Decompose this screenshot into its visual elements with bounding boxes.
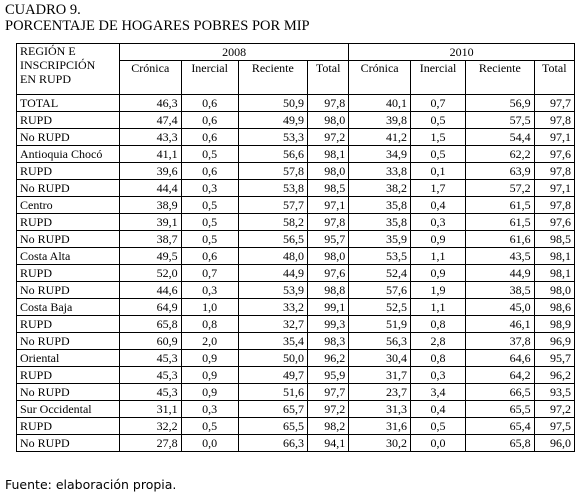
table-cell: 27,8 bbox=[119, 435, 181, 452]
table-cell: 39,6 bbox=[119, 163, 181, 180]
table-cell: 45,3 bbox=[119, 384, 181, 401]
col-header-total-2008: Total bbox=[308, 61, 349, 95]
table-cell: 0,3 bbox=[181, 282, 238, 299]
row-label: Centro bbox=[17, 197, 120, 214]
table-cell: 0,1 bbox=[411, 163, 466, 180]
table-cell: 56,3 bbox=[349, 333, 411, 350]
table-cell: 98,1 bbox=[534, 265, 574, 282]
table-cell: 97,8 bbox=[534, 163, 574, 180]
table-cell: 2,0 bbox=[181, 333, 238, 350]
table-cell: 0,9 bbox=[181, 384, 238, 401]
table-cell: 2,8 bbox=[411, 333, 466, 350]
year-header-2008: 2008 bbox=[119, 44, 348, 61]
table-cell: 45,3 bbox=[119, 367, 181, 384]
table-cell: 0,4 bbox=[411, 197, 466, 214]
table-cell: 31,1 bbox=[119, 401, 181, 418]
table-cell: 50,0 bbox=[238, 350, 307, 367]
table-cell: 96,9 bbox=[534, 333, 574, 350]
table-cell: 97,6 bbox=[308, 265, 349, 282]
row-label: No RUPD bbox=[17, 435, 120, 452]
table-cell: 97,1 bbox=[308, 197, 349, 214]
row-label: No RUPD bbox=[17, 282, 120, 299]
col-header-cronica-2008: Crónica bbox=[119, 61, 181, 95]
table-cell: 35,8 bbox=[349, 197, 411, 214]
table-cell: 0,0 bbox=[181, 435, 238, 452]
table-cell: 0,3 bbox=[181, 401, 238, 418]
table-cell: 97,6 bbox=[534, 146, 574, 163]
table-cell: 37,8 bbox=[466, 333, 535, 350]
table-cell: 98,0 bbox=[534, 282, 574, 299]
table-cell: 31,6 bbox=[349, 418, 411, 435]
table-cell: 0,5 bbox=[181, 418, 238, 435]
table-cell: 54,4 bbox=[466, 129, 535, 146]
table-cell: 0,8 bbox=[181, 316, 238, 333]
table-cell: 0,9 bbox=[181, 350, 238, 367]
table-cell: 98,2 bbox=[308, 418, 349, 435]
table-cell: 0,9 bbox=[411, 231, 466, 248]
table-cell: 98,0 bbox=[308, 163, 349, 180]
table-cell: 0,9 bbox=[411, 265, 466, 282]
table-cell: 0,3 bbox=[411, 367, 466, 384]
table-row bbox=[17, 418, 575, 435]
table-row bbox=[17, 95, 575, 112]
col-header-cronica-2010: Crónica bbox=[349, 61, 411, 95]
table-cell: 65,5 bbox=[238, 418, 307, 435]
table-row bbox=[17, 112, 575, 129]
table-cell: 52,0 bbox=[119, 265, 181, 282]
table-cell: 0,9 bbox=[181, 367, 238, 384]
row-label: TOTAL bbox=[17, 95, 120, 112]
table-cell: 98,5 bbox=[308, 180, 349, 197]
table-row bbox=[17, 197, 575, 214]
table-cell: 0,6 bbox=[181, 163, 238, 180]
table-cell: 0,7 bbox=[181, 265, 238, 282]
table-cell: 1,0 bbox=[181, 299, 238, 316]
table-cell: 97,1 bbox=[534, 180, 574, 197]
table-cell: 0,6 bbox=[181, 112, 238, 129]
table-caption-number: CUADRO 9. bbox=[5, 2, 81, 18]
row-label: Costa Alta bbox=[17, 248, 120, 265]
table-cell: 98,6 bbox=[534, 299, 574, 316]
table-cell: 44,9 bbox=[238, 265, 307, 282]
table-cell: 99,1 bbox=[308, 299, 349, 316]
row-label: RUPD bbox=[17, 316, 120, 333]
table-cell: 56,6 bbox=[238, 146, 307, 163]
table-cell: 51,6 bbox=[238, 384, 307, 401]
row-label: RUPD bbox=[17, 163, 120, 180]
table-cell: 60,9 bbox=[119, 333, 181, 350]
table-cell: 97,7 bbox=[308, 384, 349, 401]
table-cell: 0,8 bbox=[411, 316, 466, 333]
table-cell: 33,8 bbox=[349, 163, 411, 180]
table-row bbox=[17, 146, 575, 163]
table-cell: 97,2 bbox=[534, 401, 574, 418]
poverty-table bbox=[16, 43, 575, 452]
table-cell: 97,2 bbox=[308, 129, 349, 146]
row-label: Sur Occidental bbox=[17, 401, 120, 418]
table-cell: 44,6 bbox=[119, 282, 181, 299]
row-label: No RUPD bbox=[17, 333, 120, 350]
table-cell: 43,5 bbox=[466, 248, 535, 265]
table-cell: 39,8 bbox=[349, 112, 411, 129]
table-row bbox=[17, 180, 575, 197]
table-cell: 1,7 bbox=[411, 180, 466, 197]
table-row bbox=[17, 265, 575, 282]
region-header-line-1: REGIÓN E bbox=[20, 44, 76, 58]
row-label: No RUPD bbox=[17, 180, 120, 197]
table-row bbox=[17, 214, 575, 231]
table-row bbox=[17, 350, 575, 367]
table-row bbox=[17, 163, 575, 180]
table-cell: 97,1 bbox=[534, 129, 574, 146]
table-cell: 0,6 bbox=[181, 248, 238, 265]
table-cell: 66,5 bbox=[466, 384, 535, 401]
table-cell: 57,8 bbox=[238, 163, 307, 180]
table-row bbox=[17, 231, 575, 248]
row-label: RUPD bbox=[17, 418, 120, 435]
table-cell: 38,2 bbox=[349, 180, 411, 197]
table-cell: 52,4 bbox=[349, 265, 411, 282]
region-header-line-2: INSCRIPCIÓN bbox=[20, 58, 96, 72]
table-cell: 64,9 bbox=[119, 299, 181, 316]
header-row-years bbox=[17, 44, 575, 61]
table-cell: 57,6 bbox=[349, 282, 411, 299]
table-cell: 0,8 bbox=[411, 350, 466, 367]
table-cell: 63,9 bbox=[466, 163, 535, 180]
region-header-line-3: EN RUPD bbox=[20, 72, 72, 86]
col-header-total-2010: Total bbox=[534, 61, 574, 95]
row-label: RUPD bbox=[17, 265, 120, 282]
table-cell: 99,3 bbox=[308, 316, 349, 333]
table-cell: 0,3 bbox=[181, 180, 238, 197]
table-cell: 57,7 bbox=[238, 197, 307, 214]
table-cell: 64,6 bbox=[466, 350, 535, 367]
table-cell: 33,2 bbox=[238, 299, 307, 316]
table-cell: 96,0 bbox=[534, 435, 574, 452]
table-cell: 96,2 bbox=[308, 350, 349, 367]
table-cell: 97,5 bbox=[534, 418, 574, 435]
table-cell: 97,8 bbox=[308, 214, 349, 231]
table-cell: 95,9 bbox=[308, 367, 349, 384]
table-cell: 53,3 bbox=[238, 129, 307, 146]
col-header-reciente-2008: Reciente bbox=[238, 61, 307, 95]
table-cell: 0,5 bbox=[181, 231, 238, 248]
table-cell: 38,5 bbox=[466, 282, 535, 299]
table-cell: 94,1 bbox=[308, 435, 349, 452]
table-cell: 0,5 bbox=[411, 112, 466, 129]
table-cell: 61,6 bbox=[466, 231, 535, 248]
table-cell: 97,2 bbox=[308, 401, 349, 418]
table-cell: 30,2 bbox=[349, 435, 411, 452]
table-cell: 61,5 bbox=[466, 197, 535, 214]
table-cell: 39,1 bbox=[119, 214, 181, 231]
row-label: No RUPD bbox=[17, 231, 120, 248]
table-cell: 38,9 bbox=[119, 197, 181, 214]
table-cell: 1,1 bbox=[411, 299, 466, 316]
table-cell: 49,9 bbox=[238, 112, 307, 129]
table-cell: 40,1 bbox=[349, 95, 411, 112]
table-cell: 56,5 bbox=[238, 231, 307, 248]
row-label: Costa Baja bbox=[17, 299, 120, 316]
table-cell: 0,6 bbox=[181, 129, 238, 146]
table-cell: 44,4 bbox=[119, 180, 181, 197]
table-cell: 35,4 bbox=[238, 333, 307, 350]
table-row bbox=[17, 435, 575, 452]
table-cell: 98,0 bbox=[308, 112, 349, 129]
table-cell: 97,8 bbox=[534, 197, 574, 214]
table-cell: 0,0 bbox=[411, 435, 466, 452]
table-row bbox=[17, 401, 575, 418]
table-cell: 56,9 bbox=[466, 95, 535, 112]
row-label: RUPD bbox=[17, 214, 120, 231]
table-cell: 3,4 bbox=[411, 384, 466, 401]
table-row bbox=[17, 333, 575, 350]
year-header-2010: 2010 bbox=[349, 44, 575, 61]
table-cell: 44,9 bbox=[466, 265, 535, 282]
table-cell: 0,7 bbox=[411, 95, 466, 112]
table-cell: 58,2 bbox=[238, 214, 307, 231]
table-row bbox=[17, 316, 575, 333]
table-cell: 51,9 bbox=[349, 316, 411, 333]
table-cell: 98,9 bbox=[534, 316, 574, 333]
table-cell: 62,2 bbox=[466, 146, 535, 163]
table-cell: 65,8 bbox=[119, 316, 181, 333]
table-cell: 34,9 bbox=[349, 146, 411, 163]
row-label: No RUPD bbox=[17, 129, 120, 146]
table-cell: 49,5 bbox=[119, 248, 181, 265]
table-cell: 35,8 bbox=[349, 214, 411, 231]
table-row bbox=[17, 384, 575, 401]
col-header-inercial-2008: Inercial bbox=[181, 61, 238, 95]
table-cell: 64,2 bbox=[466, 367, 535, 384]
table-cell: 98,0 bbox=[308, 248, 349, 265]
table-cell: 65,4 bbox=[466, 418, 535, 435]
table-cell: 97,8 bbox=[534, 112, 574, 129]
table-caption-title: PORCENTAJE DE HOGARES POBRES POR MIP bbox=[5, 18, 310, 34]
source-note: Fuente: elaboración propia. bbox=[5, 477, 177, 492]
table-cell: 32,7 bbox=[238, 316, 307, 333]
table-cell: 53,9 bbox=[238, 282, 307, 299]
table-cell: 31,3 bbox=[349, 401, 411, 418]
table-cell: 98,5 bbox=[534, 231, 574, 248]
table-cell: 66,3 bbox=[238, 435, 307, 452]
row-label: RUPD bbox=[17, 112, 120, 129]
table-cell: 0,5 bbox=[181, 197, 238, 214]
table-cell: 1,1 bbox=[411, 248, 466, 265]
table-cell: 98,8 bbox=[308, 282, 349, 299]
table-cell: 31,7 bbox=[349, 367, 411, 384]
table-cell: 0,4 bbox=[411, 401, 466, 418]
table-cell: 0,6 bbox=[181, 95, 238, 112]
table-cell: 41,2 bbox=[349, 129, 411, 146]
table-row bbox=[17, 367, 575, 384]
table-cell: 48,0 bbox=[238, 248, 307, 265]
table-cell: 65,7 bbox=[238, 401, 307, 418]
table-cell: 1,9 bbox=[411, 282, 466, 299]
table-cell: 53,8 bbox=[238, 180, 307, 197]
table-row bbox=[17, 129, 575, 146]
table-cell: 53,5 bbox=[349, 248, 411, 265]
table-cell: 35,9 bbox=[349, 231, 411, 248]
row-label: Oriental bbox=[17, 350, 120, 367]
table-cell: 97,6 bbox=[534, 214, 574, 231]
region-header bbox=[17, 44, 120, 95]
col-header-inercial-2010: Inercial bbox=[411, 61, 466, 95]
table-cell: 43,3 bbox=[119, 129, 181, 146]
table-cell: 61,5 bbox=[466, 214, 535, 231]
row-label: Antioquia Chocó bbox=[17, 146, 120, 163]
table-cell: 0,5 bbox=[181, 146, 238, 163]
table-cell: 96,2 bbox=[534, 367, 574, 384]
table-row bbox=[17, 248, 575, 265]
table-cell: 30,4 bbox=[349, 350, 411, 367]
row-label: RUPD bbox=[17, 367, 120, 384]
table-cell: 97,8 bbox=[308, 95, 349, 112]
table-cell: 38,7 bbox=[119, 231, 181, 248]
table-cell: 98,1 bbox=[308, 146, 349, 163]
table-cell: 32,2 bbox=[119, 418, 181, 435]
table-cell: 57,5 bbox=[466, 112, 535, 129]
table-cell: 23,7 bbox=[349, 384, 411, 401]
table-cell: 46,1 bbox=[466, 316, 535, 333]
table-cell: 0,3 bbox=[411, 214, 466, 231]
table-cell: 0,5 bbox=[181, 214, 238, 231]
table-row bbox=[17, 282, 575, 299]
table-cell: 65,5 bbox=[466, 401, 535, 418]
row-label: No RUPD bbox=[17, 384, 120, 401]
table-cell: 41,1 bbox=[119, 146, 181, 163]
table-cell: 98,3 bbox=[308, 333, 349, 350]
table-cell: 65,8 bbox=[466, 435, 535, 452]
table-cell: 52,5 bbox=[349, 299, 411, 316]
table-row bbox=[17, 299, 575, 316]
table-cell: 46,3 bbox=[119, 95, 181, 112]
table-cell: 93,5 bbox=[534, 384, 574, 401]
table-cell: 1,5 bbox=[411, 129, 466, 146]
table-cell: 95,7 bbox=[534, 350, 574, 367]
table-cell: 97,7 bbox=[534, 95, 574, 112]
col-header-reciente-2010: Reciente bbox=[466, 61, 535, 95]
table-cell: 45,0 bbox=[466, 299, 535, 316]
table-cell: 95,7 bbox=[308, 231, 349, 248]
table-cell: 49,7 bbox=[238, 367, 307, 384]
table-cell: 57,2 bbox=[466, 180, 535, 197]
table-cell: 0,5 bbox=[411, 146, 466, 163]
table-cell: 45,3 bbox=[119, 350, 181, 367]
table-cell: 47,4 bbox=[119, 112, 181, 129]
table-cell: 98,1 bbox=[534, 248, 574, 265]
table-cell: 0,5 bbox=[411, 418, 466, 435]
table-cell: 50,9 bbox=[238, 95, 307, 112]
